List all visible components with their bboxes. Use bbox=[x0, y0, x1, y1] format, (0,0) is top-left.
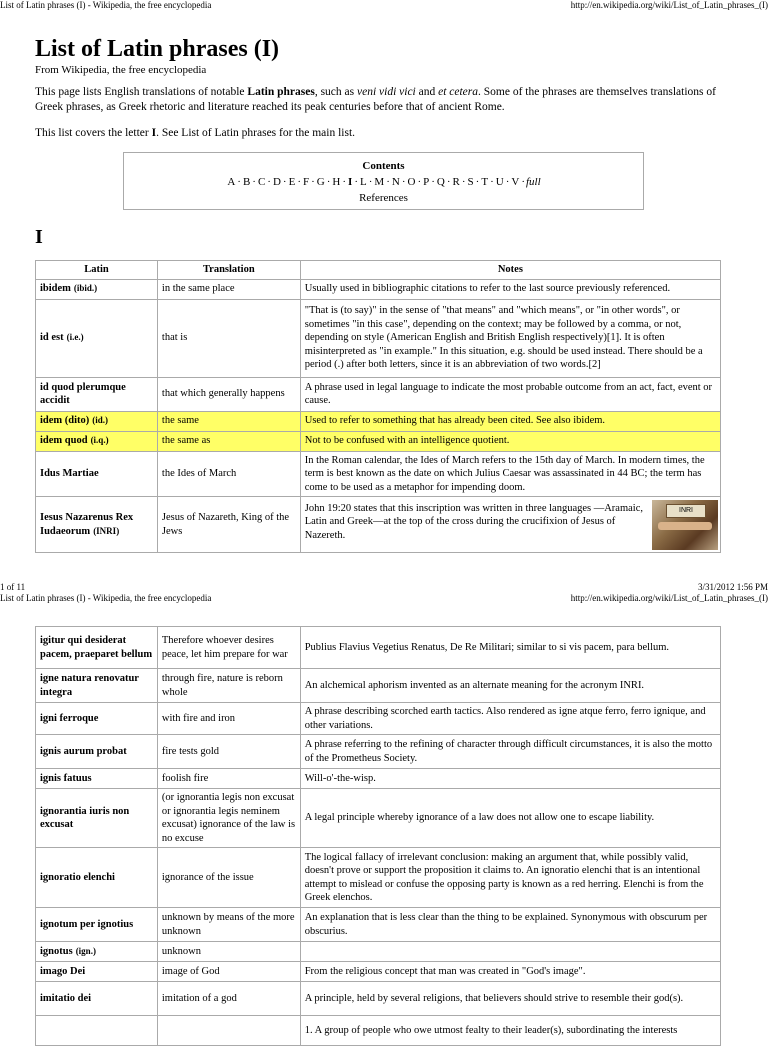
latin-phrase[interactable]: igitur qui desiderat pacem, praeparet bellum bbox=[40, 635, 153, 660]
toc-separator: · bbox=[326, 176, 331, 188]
notes-cell bbox=[300, 431, 720, 451]
latin-cell bbox=[36, 703, 158, 735]
table-row bbox=[36, 962, 721, 982]
latin-cell bbox=[36, 942, 158, 962]
table-row bbox=[36, 942, 721, 962]
latin-phrase[interactable]: ignoratio elenchi bbox=[40, 871, 115, 883]
intro-paragraph: This page lists English translations of notable Latin phrases, such as veni vidi vici and et cetera. Some of the phrases are themselves translations of Greek phrases, as Greek rhetoric and literature reached its peak centuries before that of ancient Rome. bbox=[35, 86, 716, 113]
latin-cell bbox=[36, 431, 158, 451]
toc-separator: · bbox=[521, 176, 525, 188]
phrases-table-page1 bbox=[35, 260, 721, 553]
table-row bbox=[36, 1016, 721, 1046]
table-row bbox=[36, 848, 721, 908]
latin-phrase[interactable]: igne natura renovatur integra bbox=[40, 673, 139, 698]
notes-cell bbox=[300, 669, 720, 703]
toc-letter-a[interactable]: A bbox=[227, 176, 236, 188]
table-row bbox=[36, 769, 721, 789]
translation-cell: the same bbox=[157, 411, 300, 431]
notes-text: An alchemical aphorism invented as an alternate meaning for the acronym INRI. bbox=[304, 679, 645, 691]
toc-letter-e[interactable]: E bbox=[288, 176, 296, 188]
notes-cell bbox=[300, 299, 720, 377]
toc-letter-l[interactable]: L bbox=[360, 176, 367, 188]
translation-cell bbox=[157, 1016, 300, 1046]
phrases-table-page2 bbox=[35, 626, 721, 1046]
latin-cell bbox=[36, 497, 158, 553]
translation-cell: unknown by means of the more unknown bbox=[157, 908, 300, 942]
latin-cell bbox=[36, 908, 158, 942]
toc-separator: · bbox=[342, 176, 347, 188]
column-header-translation[interactable]: Translation bbox=[157, 261, 300, 280]
latin-cell bbox=[36, 1016, 158, 1046]
toc-separator: · bbox=[417, 176, 422, 188]
notes-text: A phrase referring to the refining of character through difficult circumstances, it is also the motto of the Prometheus Society. bbox=[304, 739, 713, 764]
translation-cell: Therefore whoever desires peace, let him prepare for war bbox=[157, 627, 300, 669]
translation-cell: that is bbox=[157, 299, 300, 377]
translation-cell: fire tests gold bbox=[157, 735, 300, 769]
table-of-contents bbox=[123, 152, 644, 210]
latin-phrase[interactable]: Idus Martiae bbox=[40, 468, 99, 479]
toc-references-link[interactable]: References bbox=[359, 192, 408, 204]
toc-separator: · bbox=[237, 176, 241, 188]
table-row bbox=[36, 703, 721, 735]
translation-cell: the Ides of March bbox=[157, 451, 300, 497]
translation-cell: the same as bbox=[157, 431, 300, 451]
latin-cell bbox=[36, 669, 158, 703]
toc-separator: · bbox=[505, 176, 510, 188]
latin-cell bbox=[36, 735, 158, 769]
inri-crucifix-image[interactable] bbox=[652, 500, 718, 550]
toc-letter-u[interactable]: U bbox=[495, 176, 504, 188]
toc-separator: · bbox=[252, 176, 256, 188]
toc-letter-n[interactable]: N bbox=[391, 176, 400, 188]
notes-cell bbox=[300, 497, 720, 553]
latin-phrases-link[interactable]: Latin phrases bbox=[247, 86, 315, 98]
page-tagline: From Wikipedia, the free encyclopedia bbox=[35, 64, 207, 76]
latin-phrase[interactable]: imitatio dei bbox=[40, 992, 92, 1004]
toc-letter-links bbox=[124, 174, 643, 190]
toc-letter-i: I bbox=[348, 176, 353, 188]
abbreviation: (ibid.) bbox=[73, 283, 98, 294]
notes-cell bbox=[300, 627, 720, 669]
toc-separator: · bbox=[282, 176, 287, 188]
latin-cell bbox=[36, 982, 158, 1016]
table-row bbox=[36, 431, 721, 451]
toc-separator: · bbox=[267, 176, 271, 188]
notes-text: A principle, held by several religions, that believers should strive to resemble their god(s). bbox=[304, 992, 684, 1004]
section-heading-i: I bbox=[35, 226, 43, 248]
table-row bbox=[36, 789, 721, 848]
toc-separator: · bbox=[401, 176, 406, 188]
notes-text: From the religious concept that man was created in "God's image". bbox=[304, 965, 586, 977]
print-header-url: http://en.wikipedia.org/wiki/List_of_Latin_phrases_(I) bbox=[570, 593, 768, 603]
toc-separator: · bbox=[311, 176, 315, 188]
toc-full-link[interactable]: full bbox=[526, 176, 541, 188]
latin-cell bbox=[36, 627, 158, 669]
translation-cell: in the same place bbox=[157, 279, 300, 299]
toc-separator: · bbox=[475, 176, 480, 188]
translation-cell: Jesus of Nazareth, King of the Jews bbox=[157, 497, 300, 553]
column-header-notes[interactable]: Notes bbox=[300, 261, 720, 280]
translation-cell: (or ignorantia legis non excusat or ignorantia legis neminem excusat) ignorance of the law is no excuse bbox=[157, 789, 300, 848]
latin-phrase[interactable]: idem (dito) bbox=[40, 415, 90, 427]
notes-text: An explanation that is less clear than the thing to be explained. Synonymous with obscurum per obscurius. bbox=[304, 912, 708, 937]
notes-text: A phrase describing scorched earth tactics. Also rendered as igne atque ferro, ferro ignique, and other variations. bbox=[304, 706, 706, 731]
latin-phrase[interactable]: ignis aurum probat bbox=[40, 745, 127, 757]
latin-cell bbox=[36, 962, 158, 982]
toc-letter-b[interactable]: B bbox=[242, 176, 251, 188]
notes-text: Used to refer to something that has already been cited. See also ibidem. bbox=[304, 415, 606, 427]
translation-cell: through fire, nature is reborn whole bbox=[157, 669, 300, 703]
translation-cell: foolish fire bbox=[157, 769, 300, 789]
table-row bbox=[36, 497, 721, 553]
notes-text: Will-o'-the-wisp. bbox=[304, 772, 376, 784]
table-row bbox=[36, 299, 721, 377]
toc-separator: · bbox=[461, 176, 466, 188]
latin-cell bbox=[36, 279, 158, 299]
latin-phrase[interactable]: Iesus Nazarenus Rex Iudaeorum bbox=[40, 512, 134, 537]
toc-letter-h[interactable]: H bbox=[332, 176, 341, 188]
notes-text: Publius Flavius Vegetius Renatus, De Re Militari; similar to si vis pacem, para bellum. bbox=[304, 641, 670, 653]
toc-letter-g[interactable]: G bbox=[316, 176, 325, 188]
toc-separator: · bbox=[431, 176, 435, 188]
latin-phrase[interactable]: id est bbox=[40, 332, 64, 344]
toc-letter-t[interactable]: T bbox=[481, 176, 489, 188]
abbreviation: (INRI) bbox=[93, 525, 120, 536]
latin-phrase[interactable]: ignotus bbox=[40, 945, 73, 957]
toc-title: Contents bbox=[362, 160, 405, 172]
latin-cell bbox=[36, 411, 158, 431]
translation-cell: imitation of a god bbox=[157, 982, 300, 1016]
toc-letter-d[interactable]: D bbox=[272, 176, 281, 188]
latin-phrase[interactable]: igni ferroque bbox=[40, 712, 99, 724]
latin-phrase[interactable]: id quod plerumque accidit bbox=[40, 381, 126, 406]
notes-text: A phrase used in legal language to indicate the most probable outcome from an act, fact, event or cause. bbox=[304, 381, 713, 406]
latin-cell bbox=[36, 769, 158, 789]
table-row bbox=[36, 669, 721, 703]
notes-cell bbox=[300, 769, 720, 789]
table-row bbox=[36, 411, 721, 431]
print-header-title: List of Latin phrases (I) - Wikipedia, the free encyclopedia bbox=[0, 593, 212, 603]
latin-phrase[interactable]: ibidem bbox=[40, 283, 71, 295]
toc-separator: · bbox=[446, 176, 451, 188]
notes-text: "That is (to say)" in the sense of "that means" and "which means", or "in other words", or sometimes "in this case", depending on the context; may be followed by a comma, or not, depending on style (American English and British English respectively)[1]. It is often misinterpreted as "in example." In this situation, e.g. should be used instead. There should be a period (.) after both letters, since it is an abbreviation of two words.[2] bbox=[304, 305, 703, 371]
coverage-note: This list covers the letter I. See List of Latin phrases for the main list. bbox=[35, 127, 356, 139]
latin-phrase[interactable]: ignis fatuus bbox=[40, 772, 92, 784]
notes-cell bbox=[300, 377, 720, 411]
page-title: List of Latin phrases (I) bbox=[35, 36, 280, 62]
notes-text: The logical fallacy of irrelevant conclusion: making an argument that, while possibly valid, doesn't prove or support the proposition it claims to. An ignoratio elenchi that is an intentional attempt to mislead or confuse the opposing party is known as a red herring. Elenchi is from the Greek elenchos. bbox=[304, 851, 704, 903]
print-header-url: http://en.wikipedia.org/wiki/List_of_Latin_phrases_(I) bbox=[570, 0, 768, 10]
translation-cell: ignorance of the issue bbox=[157, 848, 300, 908]
toc-letter-p[interactable]: P bbox=[423, 176, 430, 188]
translation-cell: image of God bbox=[157, 962, 300, 982]
column-header-latin[interactable]: Latin bbox=[36, 261, 158, 280]
notes-cell bbox=[300, 279, 720, 299]
table-row bbox=[36, 451, 721, 497]
notes-cell bbox=[300, 982, 720, 1016]
latin-phrase[interactable]: idem quod bbox=[40, 435, 88, 447]
latin-phrase[interactable]: imago Dei bbox=[40, 965, 86, 977]
translation-cell: that which generally happens bbox=[157, 377, 300, 411]
toc-letter-q[interactable]: Q bbox=[436, 176, 445, 188]
toc-letter-v[interactable]: V bbox=[511, 176, 520, 188]
notes-cell bbox=[300, 908, 720, 942]
table-row bbox=[36, 908, 721, 942]
notes-text: 1. A group of people who owe utmost fealty to their leader(s), subordinating the interests bbox=[304, 1024, 678, 1036]
latin-cell bbox=[36, 451, 158, 497]
latin-cell bbox=[36, 299, 158, 377]
notes-cell bbox=[300, 1016, 720, 1046]
abbreviation: (i.e.) bbox=[66, 332, 84, 343]
toc-separator: · bbox=[297, 176, 301, 188]
notes-cell bbox=[300, 848, 720, 908]
latin-cell bbox=[36, 377, 158, 411]
abbreviation: (i.q.) bbox=[90, 435, 109, 446]
notes-cell bbox=[300, 451, 720, 497]
print-timestamp: 3/31/2012 1:56 PM bbox=[697, 582, 768, 592]
abbreviation: (id.) bbox=[92, 415, 109, 426]
toc-separator: · bbox=[386, 176, 390, 188]
crucifix-figure bbox=[658, 522, 712, 530]
toc-separator: · bbox=[354, 176, 358, 188]
toc-letter-m[interactable]: M bbox=[374, 176, 385, 188]
toc-letter-o[interactable]: O bbox=[407, 176, 416, 188]
notes-cell bbox=[300, 789, 720, 848]
table-row bbox=[36, 982, 721, 1016]
notes-cell bbox=[300, 962, 720, 982]
table-row bbox=[36, 279, 721, 299]
notes-cell bbox=[300, 735, 720, 769]
translation-cell: with fire and iron bbox=[157, 703, 300, 735]
table-row bbox=[36, 735, 721, 769]
notes-cell bbox=[300, 942, 720, 962]
notes-cell bbox=[300, 411, 720, 431]
toc-letter-r[interactable]: R bbox=[452, 176, 460, 188]
toc-separator: · bbox=[490, 176, 494, 188]
notes-cell bbox=[300, 703, 720, 735]
toc-letter-c[interactable]: C bbox=[257, 176, 266, 188]
notes-text: A legal principle whereby ignorance of a law does not allow one to escape liability. bbox=[304, 812, 655, 824]
latin-phrase[interactable]: ignotum per ignotius bbox=[40, 918, 134, 930]
latin-phrase[interactable]: ignorantia iuris non excusat bbox=[40, 805, 130, 830]
latin-cell bbox=[36, 789, 158, 848]
inri-plaque: INRI bbox=[666, 504, 706, 518]
notes-text: In the Roman calendar, the Ides of March refers to the 15th day of March. In modern times, the term is best known as the date on which Julius Caesar was assassinated in 44 BC; the term has come to be used as a metaphor for impending doom. bbox=[304, 454, 705, 493]
toc-letter-f[interactable]: F bbox=[303, 176, 310, 188]
toc-letter-s[interactable]: S bbox=[467, 176, 474, 188]
notes-text: Usually used in bibliographic citations to refer to the last source previously referenced. bbox=[304, 283, 671, 295]
notes-text: Not to be confused with an intelligence quotient. bbox=[304, 435, 510, 447]
abbreviation: (ign.) bbox=[75, 945, 96, 956]
print-header-title: List of Latin phrases (I) - Wikipedia, the free encyclopedia bbox=[0, 0, 212, 10]
notes-text: John 19:20 states that this inscription was written in three languages —Aramaic, Latin and Greek—at the top of the cross during the crucifixion of Jesus of Nazereth. bbox=[304, 502, 643, 541]
table-row bbox=[36, 627, 721, 669]
latin-cell bbox=[36, 848, 158, 908]
toc-separator: · bbox=[368, 176, 373, 188]
table-row bbox=[36, 377, 721, 411]
translation-cell: unknown bbox=[157, 942, 300, 962]
page-count: 1 of 11 bbox=[0, 582, 26, 592]
